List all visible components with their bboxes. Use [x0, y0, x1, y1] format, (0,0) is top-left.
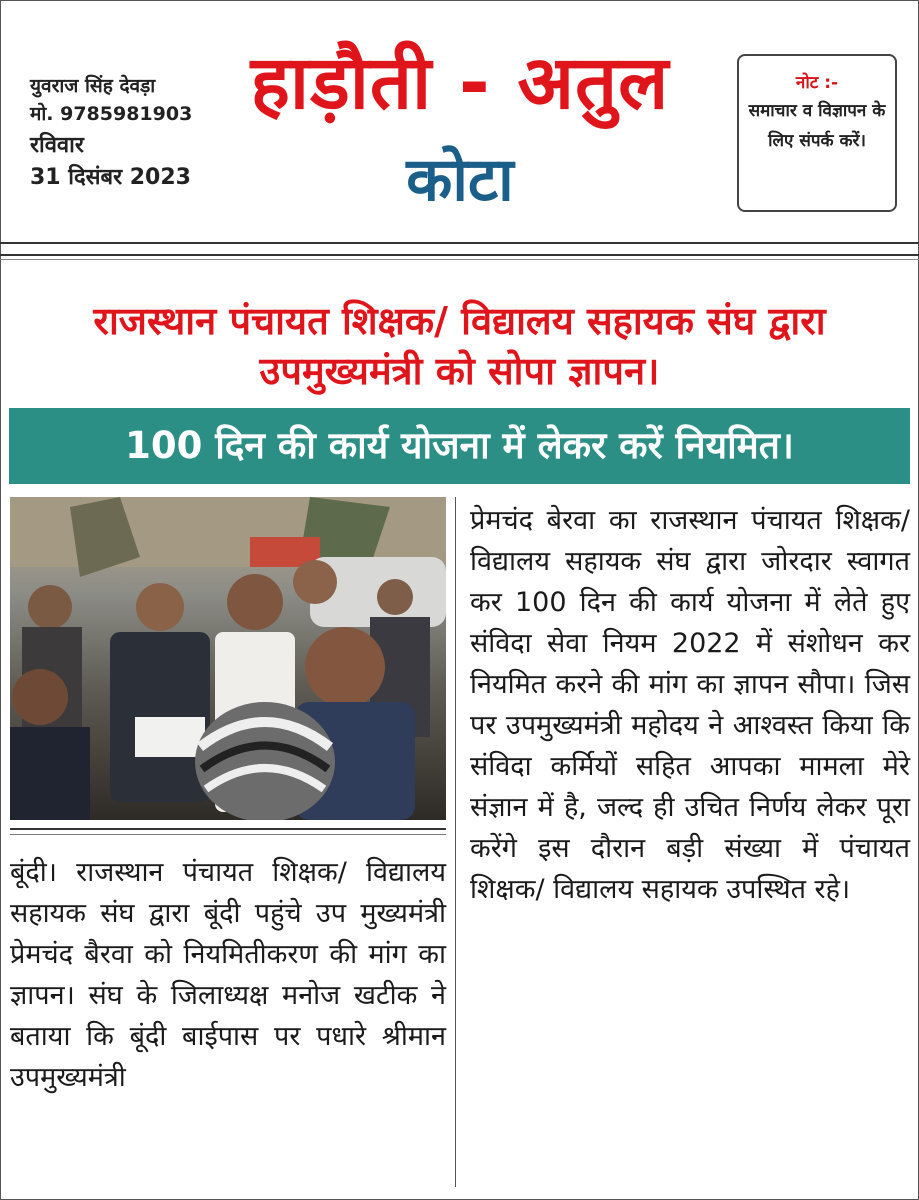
issue-day: रविवार — [30, 133, 84, 158]
issue-date: 31 दिसंबर 2023 — [30, 165, 191, 190]
note-label: नोट :- — [795, 73, 839, 93]
masthead — [0, 0, 919, 242]
column-divider — [455, 497, 456, 1187]
paper-name: हाड़ौती - अतुल — [250, 40, 670, 126]
masthead-rule-thin — [0, 259, 919, 260]
masthead-rule-double — [0, 254, 919, 256]
reporter-phone: मो. 9785981903 — [30, 103, 193, 125]
byline — [30, 72, 192, 192]
masthead-rule — [0, 242, 919, 244]
news-photo — [10, 497, 446, 820]
article-headline: राजस्थान पंचायत शिक्षक/ विद्यालय सहायक संघ द्वारा उपमुख्यमंत्री को सोपा ज्ञापन। — [93, 299, 826, 393]
article-body-right: प्रेमचंद बेरवा का राजस्थान पंचायत शिक्षक/ विद्यालय सहायक संघ द्वारा जोरदार स्वागत कर 100 दिन की कार्य योजना में लेते हुए संविदा सेवा नियम 2022 में संशोधन कर नियमित करने की मांग का ज्ञापन सौपा। जिस पर उपमुख्यमंत्री महोदय ने आश्वस्त किया कि संविदा कर्मियों सहित आपका मामला मेरे संज्ञान में है, जल्द ही उचित निर्णय लेकर पूरा करेंगे इस दौरान बड़ी संख्या में पंचायत शिक्षक/ विद्यालय सहायक उपस्थित रहे। — [470, 505, 910, 905]
column-rule — [10, 828, 446, 830]
article-subhead: 100 दिन की कार्य योजना में लेकर करें नियमित। — [9, 408, 910, 484]
reporter-name: युवराज सिंह देवड़ा — [30, 75, 156, 97]
article-body-left: बूंदी। राजस्थान पंचायत शिक्षक/ विद्यालय सहायक संघ द्वारा बूंदी पहुंचे उप मुख्यमंत्री प्रेमचंद बैरवा को नियमितीकरण की मांग का ज्ञापन। संघ के जिलाध्यक्ष मनोज खटीक ने बताया कि बूंदी बाईपास पर पधारे श्रीमान उपमुख्यमंत्री — [10, 857, 446, 1093]
column-rule-thin — [10, 834, 446, 835]
edition-city: कोटा — [406, 145, 514, 215]
note-text: समाचार व विज्ञापन के लिए संपर्क करें। — [748, 101, 886, 151]
photo-crowd-icon — [10, 497, 446, 820]
note-box — [737, 54, 897, 212]
